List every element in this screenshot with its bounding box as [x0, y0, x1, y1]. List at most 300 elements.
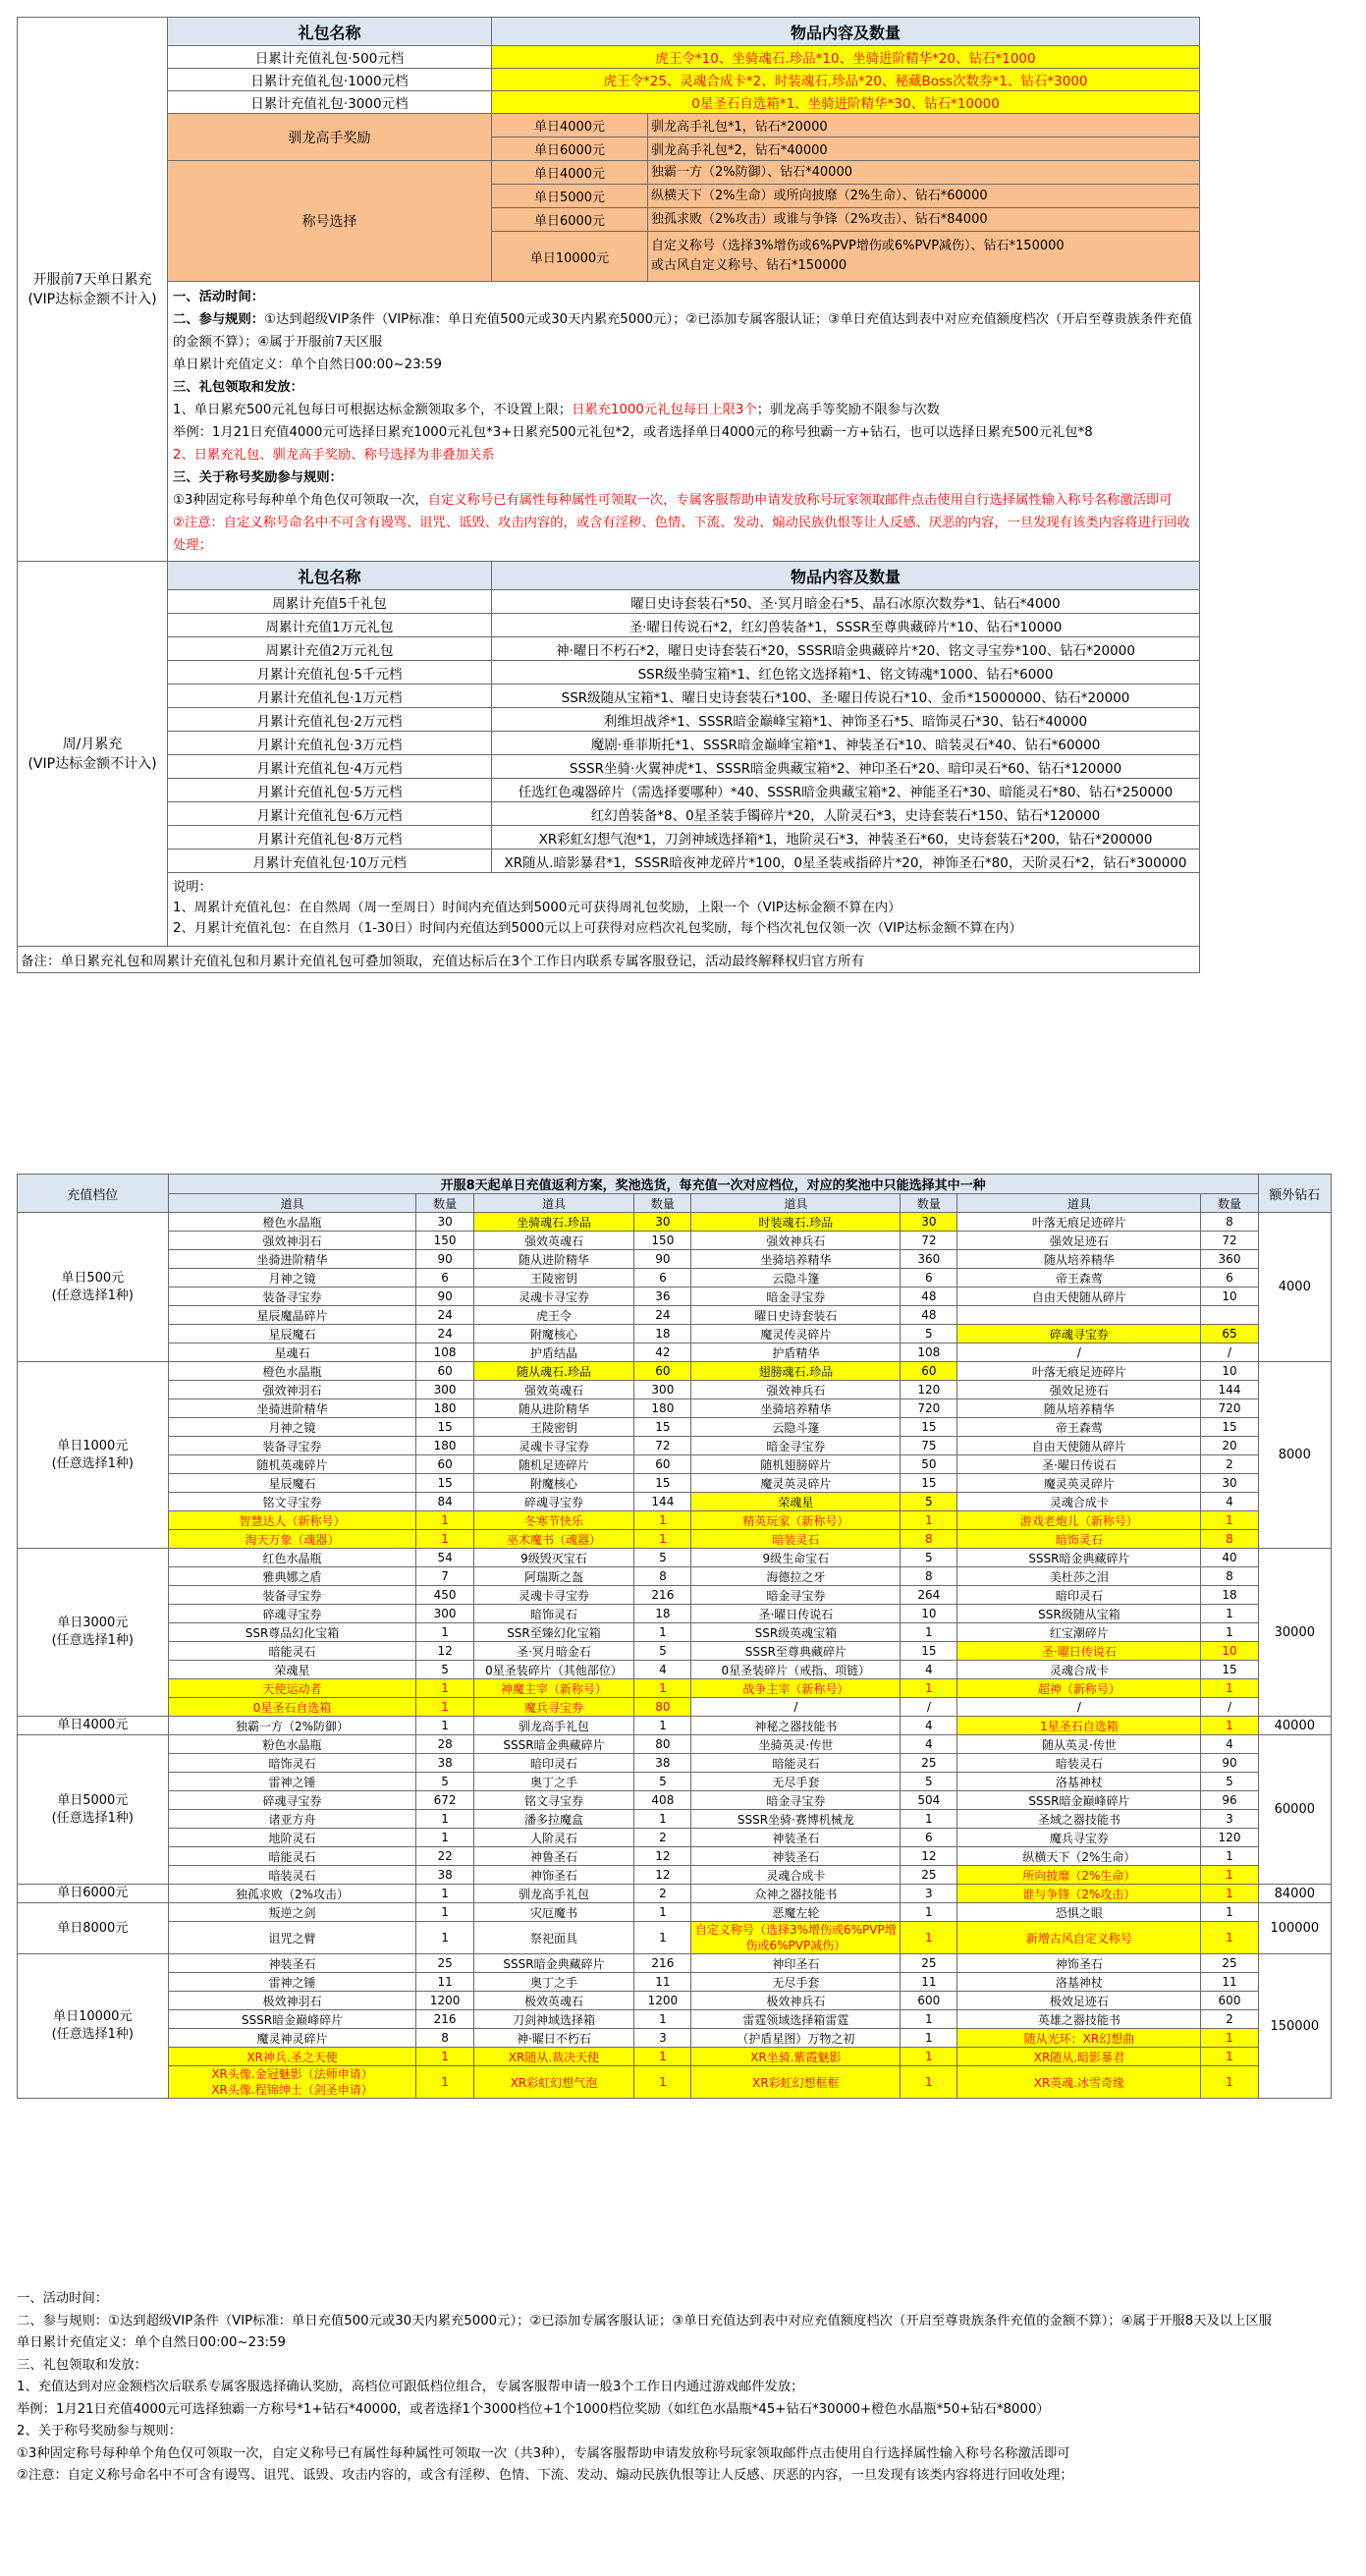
pool-row — [18, 1992, 1332, 2010]
footer-line: ①3种固定称号每种单个角色仅可领取一次，自定义称号已有属性每种属性可领取一次（共3种），专属客服帮助申请发放称号玩家领取邮件点击使用自行选择属性输入称号名称激活即可 — [17, 2445, 1070, 2461]
pool-qty: 1 — [416, 1903, 473, 1922]
pool-item: SSSR暗金巅峰碎片 — [168, 2010, 416, 2029]
pool-qty: 12 — [416, 1642, 473, 1661]
pool-item: 冬寒节快乐 — [473, 1511, 634, 1530]
pool-item: 美杜莎之泪 — [957, 1567, 1201, 1586]
pool-qty: 28 — [416, 1735, 473, 1754]
pool-item: 圣·曜日传说石 — [957, 1642, 1201, 1661]
pool-qty: 600 — [1201, 1992, 1258, 2010]
pool-item: 洛基神杖 — [957, 1973, 1201, 1992]
pool-qty: 1 — [634, 1679, 691, 1698]
pool-qty: 10 — [1201, 1288, 1258, 1306]
pool-item: XR头像.金冠魅影（法师申请） XR头像.程锦绅士（剑圣申请） — [168, 2066, 416, 2099]
pool-item: 天使运动者 — [168, 1679, 416, 1698]
pool-item: SSSR暗金典藏碎片 — [473, 1954, 634, 1973]
pool-qty: 1 — [901, 1511, 957, 1530]
pool-qty: 11 — [901, 1973, 957, 1992]
pool-qty: 1 — [416, 2066, 473, 2099]
pool-qty: 672 — [416, 1791, 473, 1810]
pool-item: 无尽手套 — [691, 1773, 901, 1791]
pool-item: 雷神之锤 — [168, 1973, 416, 1992]
pool-row — [18, 1866, 1332, 1885]
gift-items: XR彩虹幻想气泡*1，刀剑神域选择箱*1，地阶灵石*3，神装圣石*60，史诗套装石*200，钻石*200000 — [492, 826, 1200, 850]
pool-qty: 1 — [416, 2048, 473, 2066]
sec2-notes — [168, 873, 1200, 947]
pool-qty: 8 — [1201, 1567, 1258, 1586]
pool-qty: 60 — [634, 1362, 691, 1381]
note-heading: 三、关于称号奖励参与规则： — [173, 470, 343, 485]
gift-items: SSSR坐骑·火翼神虎*1、SSSR暗金典藏宝箱*2、神印圣石*20、暗印灵石*60、钻石*120000 — [492, 755, 1200, 779]
pool-qty: 1 — [1201, 1847, 1258, 1866]
pool-qty: 18 — [634, 1325, 691, 1343]
pool-row — [18, 1922, 1332, 1954]
pool-qty: 60 — [416, 1362, 473, 1381]
pool-item: 潘多拉魔盒 — [473, 1810, 634, 1829]
pool-qty: 1 — [901, 2029, 957, 2048]
pool-title-row — [18, 1175, 1332, 1194]
footer-line: 三、礼包领取和发放： — [17, 2357, 147, 2373]
pool-row — [18, 1381, 1332, 1399]
pool-qty: 720 — [901, 1399, 957, 1418]
pool-item: 超神（新称号） — [957, 1679, 1201, 1698]
tier-label: 单日6000元 — [18, 1885, 169, 1903]
pool-item: XR随从.裁决天使 — [473, 2048, 634, 2066]
pool-item: XR彩虹幻想气泡 — [473, 2066, 634, 2099]
pool-item: 智慧达人（新称号） — [168, 1511, 416, 1530]
pool-qty: 18 — [634, 1605, 691, 1623]
pool-qty: 1 — [901, 1810, 957, 1829]
gift-name: 日累计充值礼包·1000元档 — [168, 69, 492, 91]
pool-qty: 1 — [901, 1623, 957, 1642]
pool-qty: 1 — [1201, 1679, 1258, 1698]
pool-row — [18, 1362, 1332, 1381]
col-header-item: 道具 — [691, 1194, 901, 1213]
pool-qty: 1 — [901, 2066, 957, 2099]
pool-item: 坐骑英灵·传世 — [691, 1735, 901, 1754]
remark-row — [18, 947, 1200, 973]
pool-item: 雅典娜之盾 — [168, 1567, 416, 1586]
title-tier: 单日5000元 — [492, 185, 648, 208]
pool-qty: 1 — [416, 1885, 473, 1903]
pool-qty: 1 — [416, 1511, 473, 1530]
pool-qty: 180 — [416, 1399, 473, 1418]
pool-qty: 10 — [1201, 1362, 1258, 1381]
gift-items: 圣·曜日传说石*2，红幻兽装备*1，SSSR至尊典藏碎片*10、钻石*10000 — [492, 614, 1200, 637]
col-header-qty: 数量 — [634, 1194, 691, 1213]
pool-qty: / — [901, 1698, 957, 1717]
pool-qty: 8 — [1201, 1530, 1258, 1549]
pool-item: SSSR至尊典藏碎片 — [691, 1642, 901, 1661]
tier-label: 单日500元 (任意选择1种) — [18, 1213, 169, 1362]
tier-label: 单日1000元 (任意选择1种) — [18, 1362, 169, 1549]
pool-qty: 25 — [901, 1866, 957, 1885]
pool-item: 自定义称号（选择3%增伤或6%PVP增伤或6%PVP减伤） — [691, 1922, 901, 1954]
note-text: 日累充1000元礼包每日上限3个 — [572, 403, 757, 417]
footer-line: 举例：1月21日充值4000元可选择独霸一方称号*1+钻石*40000，或者选择1个3000档位+1个1000档位奖励（如红色水晶瓶*45+钻石*30000+橙色水晶瓶*50+钻石*8000） — [17, 2401, 1050, 2417]
pool-qty: 90 — [1201, 1754, 1258, 1773]
pool-item: 神印圣石 — [691, 1954, 901, 1973]
pool-item: 洛基神杖 — [957, 1773, 1201, 1791]
pool-qty: 600 — [901, 1992, 957, 2010]
pool-qty: 65 — [1201, 1325, 1258, 1343]
extra-diamonds: 150000 — [1258, 1954, 1331, 2099]
pool-item: 月神之镜 — [168, 1269, 416, 1288]
pool-qty: 25 — [1201, 1954, 1258, 1973]
cumulative-row — [18, 685, 1200, 708]
pool-row — [18, 1399, 1332, 1418]
gift-name: 月累计充值礼包·6万元档 — [168, 802, 492, 826]
title-tier: 单日10000元 — [492, 232, 648, 282]
pool-qty: 1 — [634, 2066, 691, 2099]
pool-qty: 11 — [416, 1973, 473, 1992]
pool-item: 暗印灵石 — [957, 1586, 1201, 1605]
footer-line: 一、活动时间： — [17, 2291, 109, 2306]
pool-qty: 1 — [901, 1679, 957, 1698]
pool-item: 橙色水晶瓶 — [168, 1362, 416, 1381]
pool-qty: 1 — [634, 1623, 691, 1642]
pool-item: 9级毁灭宝石 — [473, 1549, 634, 1567]
pool-qty: 90 — [416, 1250, 473, 1269]
pool-row — [18, 1754, 1332, 1773]
gift-name: 周累计充值5千礼包 — [168, 590, 492, 614]
pool-qty: 1 — [416, 1623, 473, 1642]
pool-item: 雷神之锤 — [168, 1773, 416, 1791]
pool-qty: 60 — [634, 1455, 691, 1474]
pool-item: XR随从.暗影暴君 — [957, 2048, 1201, 2066]
pool-row — [18, 1586, 1332, 1605]
pool-item: 圣·冥月暗金石 — [473, 1642, 634, 1661]
pool-qty: 1 — [1201, 1922, 1258, 1954]
pool-item: 碎魂寻宝券 — [168, 1605, 416, 1623]
pool-qty: / — [1201, 1698, 1258, 1717]
pool-qty: 5 — [901, 1493, 957, 1511]
pool-qty: 1 — [1201, 1605, 1258, 1623]
pool-qty: 5 — [901, 1325, 957, 1343]
pool-item: 英雄之器技能书 — [957, 2010, 1201, 2029]
pool-item: 碎魂寻宝券 — [168, 1791, 416, 1810]
pool-qty: 180 — [416, 1437, 473, 1455]
pool-item: 叶落无痕足迹碎片 — [957, 1213, 1201, 1232]
pool-qty: 120 — [901, 1381, 957, 1399]
pool-item: 灵魂合成卡 — [691, 1866, 901, 1885]
pool-qty: 300 — [634, 1381, 691, 1399]
pool-item: 神·曜日不朽石 — [473, 2029, 634, 2048]
pool-qty: 216 — [416, 2010, 473, 2029]
pool-qty: 1 — [901, 2010, 957, 2029]
pool-qty: 1 — [416, 1810, 473, 1829]
bottom-section — [17, 1174, 1332, 2099]
note-heading: 二、参与规则： — [173, 312, 265, 327]
pool-qty: 60 — [416, 1455, 473, 1474]
cumulative-row — [18, 708, 1200, 732]
pool-item: 随从进阶精华 — [473, 1250, 634, 1269]
pool-item: 碎魂寻宝券 — [957, 1325, 1201, 1343]
gift-items: 神·曜日不朽石*2，曜日史诗套装石*20，SSSR暗金典藏碎片*20、铭文寻宝券*100、钻石*20000 — [492, 637, 1200, 661]
pool-qty: 1 — [634, 1530, 691, 1549]
pool-item: 护盾精华 — [691, 1343, 901, 1362]
pool-qty: 72 — [901, 1232, 957, 1250]
pool-row — [18, 1530, 1332, 1549]
pool-item: 时装魂石.珍品 — [691, 1213, 901, 1232]
pool-row — [18, 1232, 1332, 1250]
cumulative-row — [18, 850, 1200, 873]
tier-label: 单日8000元 — [18, 1903, 169, 1954]
pool-item: 叶落无痕足迹碎片 — [957, 1362, 1201, 1381]
pool-qty: 38 — [634, 1754, 691, 1773]
gift-items: XR随从.暗影暴君*1，SSSR暗夜神龙碎片*100，0星圣装戒指碎片*20，神饰圣石*80，天阶灵石*2，钻石*300000 — [492, 850, 1200, 873]
pool-item: 随从英灵·传世 — [957, 1735, 1201, 1754]
gift-row — [18, 69, 1200, 91]
pool-item: 1星圣石自选箱 — [957, 1717, 1201, 1735]
pool-item: XR彩虹幻想框框 — [691, 2066, 901, 2099]
pool-item: 魔灵传灵碎片 — [691, 1325, 901, 1343]
pool-item: 强效神羽石 — [168, 1232, 416, 1250]
pool-item: SSR级英魂宝箱 — [691, 1623, 901, 1642]
pool-qty: 18 — [1201, 1586, 1258, 1605]
extra-diamonds: 4000 — [1258, 1213, 1331, 1362]
gift-name: 周累计充值1万元礼包 — [168, 614, 492, 637]
pool-title: 开服8天起单日充值返利方案，奖池选货，每充值一次对应档位，对应的奖池中只能选择其中一种 — [168, 1175, 1258, 1194]
pool-qty: 4 — [901, 1735, 957, 1754]
note-line — [173, 376, 1194, 399]
pool-item: 星辰魔石 — [168, 1325, 416, 1343]
pool-item: 极效神兵石 — [691, 1992, 901, 2010]
pool-qty: 2 — [634, 1829, 691, 1847]
pool-item: 游戏老炮儿（新称号） — [957, 1511, 1201, 1530]
pool-row — [18, 1642, 1332, 1661]
gift-items: SSR级随从宝箱*1、曜日史诗套装石*100、圣·曜日传说石*10、金币*15000000、钻石*20000 — [492, 685, 1200, 708]
pool-qty: 30 — [416, 1213, 473, 1232]
pool-item: 极效英魂石 — [473, 1992, 634, 2010]
pool-row — [18, 1288, 1332, 1306]
pool-qty: 6 — [901, 1269, 957, 1288]
pool-qty: 6 — [1201, 1269, 1258, 1288]
pool-qty: 3 — [634, 2029, 691, 2048]
pool-item: 神装圣石 — [691, 1829, 901, 1847]
pool-item: / — [957, 1698, 1201, 1717]
pool-qty: 1200 — [416, 1992, 473, 2010]
pool-item: 巫术魔书（魂器） — [473, 1530, 634, 1549]
pool-qty: 40 — [1201, 1549, 1258, 1567]
pool-item: 圣·曜日传说石 — [691, 1605, 901, 1623]
pool-item: 恐惧之眼 — [957, 1903, 1201, 1922]
col-header-qty: 数量 — [1201, 1194, 1258, 1213]
pool-qty: 10 — [901, 1605, 957, 1623]
pool-qty: 30 — [1201, 1474, 1258, 1493]
pool-qty: 30 — [634, 1213, 691, 1232]
extra-diamonds: 84000 — [1258, 1885, 1331, 1903]
note-text: 2、日累充礼包、驯龙高手奖励、称号选择为非叠加关系 — [173, 448, 495, 463]
pool-row — [18, 2048, 1332, 2066]
pool-item: 坐骑魂石.珍品 — [473, 1213, 634, 1232]
pool-qty: 38 — [416, 1866, 473, 1885]
pool-row — [18, 1829, 1332, 1847]
pool-item: 坐骑进阶精华 — [168, 1250, 416, 1269]
col-header-tier: 充值档位 — [18, 1175, 169, 1213]
pool-item: 装备寻宝券 — [168, 1437, 416, 1455]
pool-item: 9级生命宝石 — [691, 1549, 901, 1567]
pool-item: 红色水晶瓶 — [168, 1549, 416, 1567]
pool-qty: 5 — [634, 1773, 691, 1791]
note-line: 2、月累计充值礼包：在自然月（1-30日）时间内充值达到5000元以上可获得对应档次礼包奖励，每个档次礼包仅领一次（VIP达标金额不算在内） — [173, 921, 1022, 936]
title-tier: 单日6000元 — [492, 208, 648, 232]
pool-item: 雷霆领域选择箱雷霆 — [691, 2010, 901, 2029]
pool-qty: 4 — [634, 1661, 691, 1679]
pool-item: SSR级随从宝箱 — [957, 1605, 1201, 1623]
pool-item: 荣魂星 — [168, 1661, 416, 1679]
pool-qty: 25 — [901, 1954, 957, 1973]
daily-recharge-table — [17, 17, 1200, 973]
pool-item: 暗饰灵石 — [473, 1605, 634, 1623]
pool-item: / — [957, 1343, 1201, 1362]
pool-item: 祭祀面具 — [473, 1922, 634, 1954]
pool-row — [18, 1973, 1332, 1992]
pool-qty: 360 — [1201, 1250, 1258, 1269]
pool-qty: 1 — [901, 1922, 957, 1954]
pool-row — [18, 1306, 1332, 1325]
pool-item: 星辰魔晶碎片 — [168, 1306, 416, 1325]
pool-qty: 15 — [901, 1642, 957, 1661]
pool-qty: 38 — [416, 1754, 473, 1773]
sec1-header-row — [18, 18, 1200, 46]
pool-item: 铭文寻宝券 — [473, 1791, 634, 1810]
pool-qty: 75 — [901, 1437, 957, 1455]
pool-item: 星魂石 — [168, 1343, 416, 1362]
pool-item: 灵魂合成卡 — [957, 1493, 1201, 1511]
pool-row — [18, 1511, 1332, 1530]
pool-item: 随机足迹碎片 — [473, 1455, 634, 1474]
pool-qty: 360 — [901, 1250, 957, 1269]
remark: 备注：单日累充礼包和周累计充值礼包和月累计充值礼包可叠加领取，充值达标后在3个工作日内联系专属客服登记，活动最终解释权归官方所有 — [18, 947, 1200, 973]
pool-item: 附魔核心 — [473, 1325, 634, 1343]
pool-item: 随从培养精华 — [957, 1250, 1201, 1269]
pool-item: 人阶灵石 — [473, 1829, 634, 1847]
pool-item: 暗金寻宝券 — [691, 1437, 901, 1455]
pool-qty: 1 — [1201, 1623, 1258, 1642]
pool-qty: 8 — [1201, 1213, 1258, 1232]
note-text: 1、单日累充500元礼包每日可根据达标金额领取多个，不设置上限； — [173, 403, 573, 417]
pool-item: 月神之镜 — [168, 1418, 416, 1437]
pool-qty: 6 — [634, 1269, 691, 1288]
pool-item: 神装圣石 — [168, 1954, 416, 1973]
pool-item: 众神之器技能书 — [691, 1885, 901, 1903]
pool-row — [18, 1549, 1332, 1567]
pool-item: 神鲁圣石 — [473, 1847, 634, 1866]
pool-qty: 1 — [634, 1810, 691, 1829]
pool-item: 随从光环：XR幻想曲 — [957, 2029, 1201, 2048]
pool-qty: 60 — [901, 1362, 957, 1381]
pool-qty: 264 — [901, 1586, 957, 1605]
gift-items: SSR级坐骑宝箱*1、红色铭文选择箱*1、铭文铸魂*1000、钻石*6000 — [492, 661, 1200, 685]
pool-qty: 3 — [901, 1885, 957, 1903]
pool-qty: 8 — [416, 2029, 473, 2048]
pool-row — [18, 1213, 1332, 1232]
pool-item: 暗能灵石 — [168, 1847, 416, 1866]
note-text: ①3种固定称号每种单个角色仅可领取一次， — [173, 493, 428, 508]
pool-qty: 1 — [634, 1511, 691, 1530]
pool-qty: 1 — [1201, 1717, 1258, 1735]
pool-item: 碎魂寻宝券 — [473, 1493, 634, 1511]
pool-item: 王陵密钥 — [473, 1269, 634, 1288]
col-header-name: 礼包名称 — [168, 562, 492, 590]
pool-qty: 450 — [416, 1586, 473, 1605]
note-text: 单日累计充值定义：单个自然日00:00~23:59 — [173, 357, 442, 372]
col-header-extra: 额外钻石 — [1258, 1175, 1331, 1213]
pool-qty: 8 — [901, 1567, 957, 1586]
note-heading: 三、礼包领取和发放： — [173, 380, 303, 395]
pool-qty: 1 — [634, 2010, 691, 2029]
note-text: ；驯龙高手等奖励不限参与次数 — [756, 403, 940, 417]
pool-row — [18, 1474, 1332, 1493]
tier-label: 单日3000元 (任意选择1种) — [18, 1549, 169, 1717]
gift-name: 月累计充值礼包·8万元档 — [168, 826, 492, 850]
pool-qty: 25 — [416, 1954, 473, 1973]
pool-item: 地阶灵石 — [168, 1829, 416, 1847]
pool-qty: 1200 — [634, 1992, 691, 2010]
tamer-items: 驯龙高手礼包*1，钻石*20000 — [648, 114, 1200, 137]
col-header-items: 物品内容及数量 — [492, 18, 1200, 46]
gift-items: 红幻兽装备*8、0星圣装手镯碎片*20，人阶灵石*3，史诗套装石*150、钻石*120000 — [492, 802, 1200, 826]
pool-qty: 2 — [1201, 2010, 1258, 2029]
pool-item: 纵横天下（2%生命） — [957, 1847, 1201, 1866]
pool-qty: 15 — [634, 1474, 691, 1493]
pool-item: 独霸一方（2%防御） — [168, 1717, 416, 1735]
pool-item: 暗装灵石 — [168, 1866, 416, 1885]
pool-row — [18, 1773, 1332, 1791]
pool-qty: 12 — [901, 1847, 957, 1866]
pool-qty: 5 — [1201, 1773, 1258, 1791]
gift-name: 月累计充值礼包·1万元档 — [168, 685, 492, 708]
pool-item: 恶魔左轮 — [691, 1903, 901, 1922]
gift-name: 日累计充值礼包·3000元档 — [168, 91, 492, 114]
gift-row — [18, 46, 1200, 69]
pool-item: 暗装灵石 — [957, 1754, 1201, 1773]
pool-item: 强效神羽石 — [168, 1381, 416, 1399]
pool-qty: 1 — [1201, 2048, 1258, 2066]
cumulative-row — [18, 637, 1200, 661]
top-section — [17, 17, 1199, 973]
pool-item: 随从培养精华 — [957, 1399, 1201, 1418]
pool-qty: 25 — [901, 1754, 957, 1773]
col-header-items: 物品内容及数量 — [492, 562, 1200, 590]
pool-item: 极效足迹石 — [957, 1992, 1201, 2010]
pool-qty: 1 — [1201, 1866, 1258, 1885]
title-items: 纵横天下（2%生命）或所向披靡（2%生命）、钻石*60000 — [648, 185, 1200, 208]
pool-qty: 6 — [416, 1269, 473, 1288]
pool-item: 自由天使随从碎片 — [957, 1288, 1201, 1306]
gift-name: 日累计充值礼包·500元档 — [168, 46, 492, 69]
pool-row — [18, 1954, 1332, 1973]
extra-diamonds: 100000 — [1258, 1903, 1331, 1954]
pool-qty: 8 — [901, 1530, 957, 1549]
pool-item: 灾厄魔书 — [473, 1903, 634, 1922]
pool-qty: 4 — [1201, 1493, 1258, 1511]
note-line — [173, 399, 1194, 421]
note-line — [173, 308, 1194, 354]
pool-row — [18, 1735, 1332, 1754]
pool-item: 0星圣装碎片（戒指、项链） — [691, 1661, 901, 1679]
note-line — [173, 512, 1194, 557]
col-header-item: 道具 — [957, 1194, 1201, 1213]
note-line — [173, 421, 1194, 444]
pool-qty: 5 — [416, 1661, 473, 1679]
pool-qty: 1 — [416, 1717, 473, 1735]
pool-item: 帝王森莺 — [957, 1418, 1201, 1437]
pool-qty: 720 — [1201, 1399, 1258, 1418]
pool-item: SSSR坐骑·赛博机械龙 — [691, 1810, 901, 1829]
pool-item: 坐骑培养精华 — [691, 1399, 901, 1418]
col-header-qty: 数量 — [416, 1194, 473, 1213]
